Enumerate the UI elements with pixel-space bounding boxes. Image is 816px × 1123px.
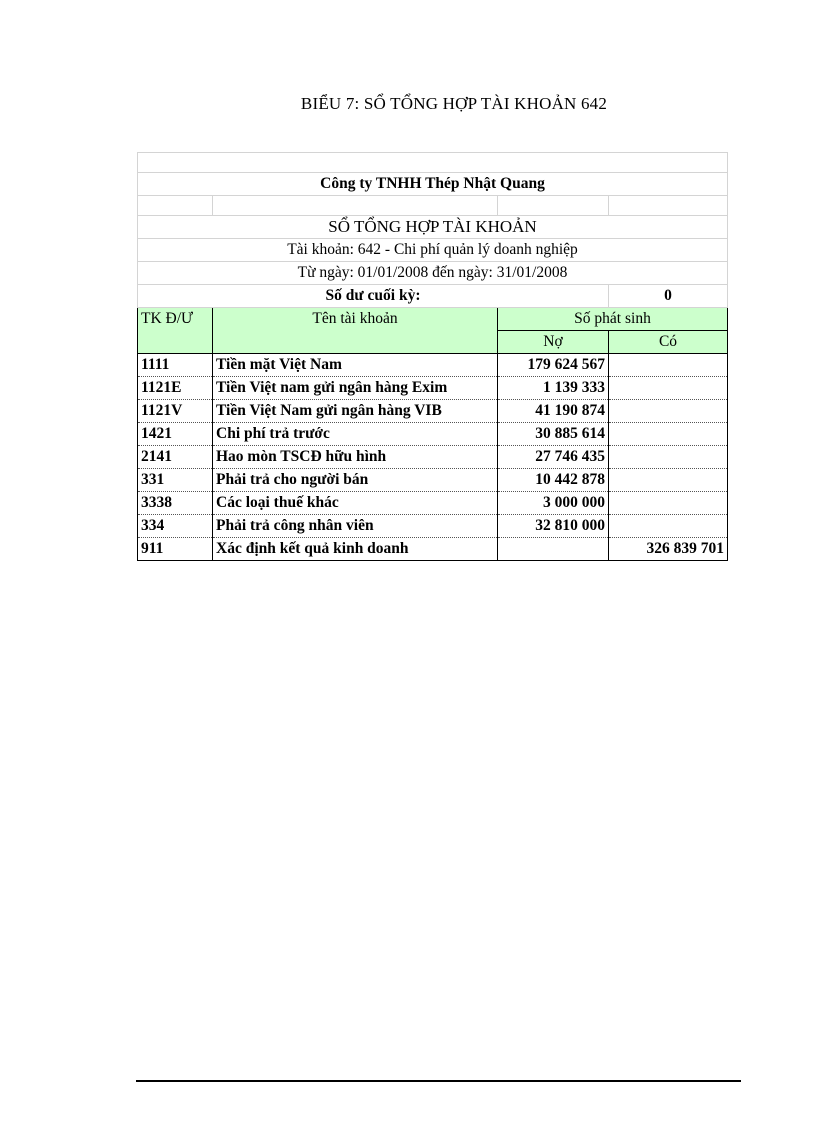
table-row: [138, 400, 728, 423]
account-code-cell: 1121E: [138, 377, 213, 400]
header-account-name: Tên tài khoản: [213, 308, 498, 331]
credit-cell: [609, 446, 728, 469]
table-row: [138, 492, 728, 515]
account-row: [138, 239, 728, 262]
account-line: Tài khoản: 642 - Chi phí quản lý doanh nghiệp: [138, 239, 728, 262]
ledger-body: [138, 354, 728, 561]
credit-cell: [609, 515, 728, 538]
credit-cell: [609, 377, 728, 400]
report-title-row: [138, 216, 728, 239]
debit-cell: [498, 538, 609, 561]
account-code-cell: 3338: [138, 492, 213, 515]
account-code-cell: 911: [138, 538, 213, 561]
account-code-cell: 334: [138, 515, 213, 538]
report-title: SỔ TỔNG HỢP TÀI KHOẢN: [138, 216, 728, 239]
spacer-row: [138, 196, 728, 216]
debit-cell: 32 810 000: [498, 515, 609, 538]
closing-balance-value: 0: [609, 285, 728, 308]
account-name-cell: Chi phí trả trước: [213, 423, 498, 446]
credit-cell: [609, 469, 728, 492]
header-credit: Có: [609, 331, 728, 354]
account-name-cell: Các loại thuế khác: [213, 492, 498, 515]
period-row: [138, 262, 728, 285]
table-row: [138, 354, 728, 377]
credit-cell: [609, 492, 728, 515]
closing-balance-label: Số dư cuối kỳ:: [138, 285, 609, 308]
table-row: [138, 377, 728, 400]
account-name-cell: Phải trả cho người bán: [213, 469, 498, 492]
table-row: [138, 469, 728, 492]
footer-rule: [136, 1080, 741, 1082]
debit-cell: 41 190 874: [498, 400, 609, 423]
account-name-cell: Phải trả công nhân viên: [213, 515, 498, 538]
header-movement: Số phát sinh: [498, 308, 728, 331]
account-code-cell: 2141: [138, 446, 213, 469]
account-name-cell: Tiền mặt Việt Nam: [213, 354, 498, 377]
credit-cell: [609, 354, 728, 377]
closing-balance-row: [138, 285, 728, 308]
debit-cell: 27 746 435: [498, 446, 609, 469]
account-code-cell: 1421: [138, 423, 213, 446]
account-code-cell: 1121V: [138, 400, 213, 423]
ledger-table: [137, 152, 728, 561]
header-account-code: TK Đ/Ư: [138, 308, 213, 331]
account-name-cell: Hao mòn TSCĐ hữu hình: [213, 446, 498, 469]
credit-cell: 326 839 701: [609, 538, 728, 561]
period-line: Từ ngày: 01/01/2008 đến ngày: 31/01/2008: [138, 262, 728, 285]
account-name-cell: Tiền Việt Nam gửi ngân hàng VIB: [213, 400, 498, 423]
company-name: Công ty TNHH Thép Nhật Quang: [138, 173, 728, 196]
table-row: [138, 515, 728, 538]
account-name-cell: Tiền Việt nam gửi ngân hàng Exim: [213, 377, 498, 400]
header-row-2: [138, 331, 728, 354]
account-name-cell: Xác định kết quả kinh doanh: [213, 538, 498, 561]
debit-cell: 10 442 878: [498, 469, 609, 492]
credit-cell: [609, 400, 728, 423]
account-code-cell: 1111: [138, 354, 213, 377]
blank-row: [138, 153, 728, 173]
table-row: [138, 446, 728, 469]
account-code-cell: 331: [138, 469, 213, 492]
debit-cell: 3 000 000: [498, 492, 609, 515]
table-row: [138, 423, 728, 446]
header-debit: Nợ: [498, 331, 609, 354]
debit-cell: 30 885 614: [498, 423, 609, 446]
debit-cell: 179 624 567: [498, 354, 609, 377]
debit-cell: 1 139 333: [498, 377, 609, 400]
company-row: [138, 173, 728, 196]
credit-cell: [609, 423, 728, 446]
header-row-1: [138, 308, 728, 331]
document-caption: BIỂU 7: SỔ TỔNG HỢP TÀI KHOẢN 642: [300, 94, 608, 113]
table-row: [138, 538, 728, 561]
